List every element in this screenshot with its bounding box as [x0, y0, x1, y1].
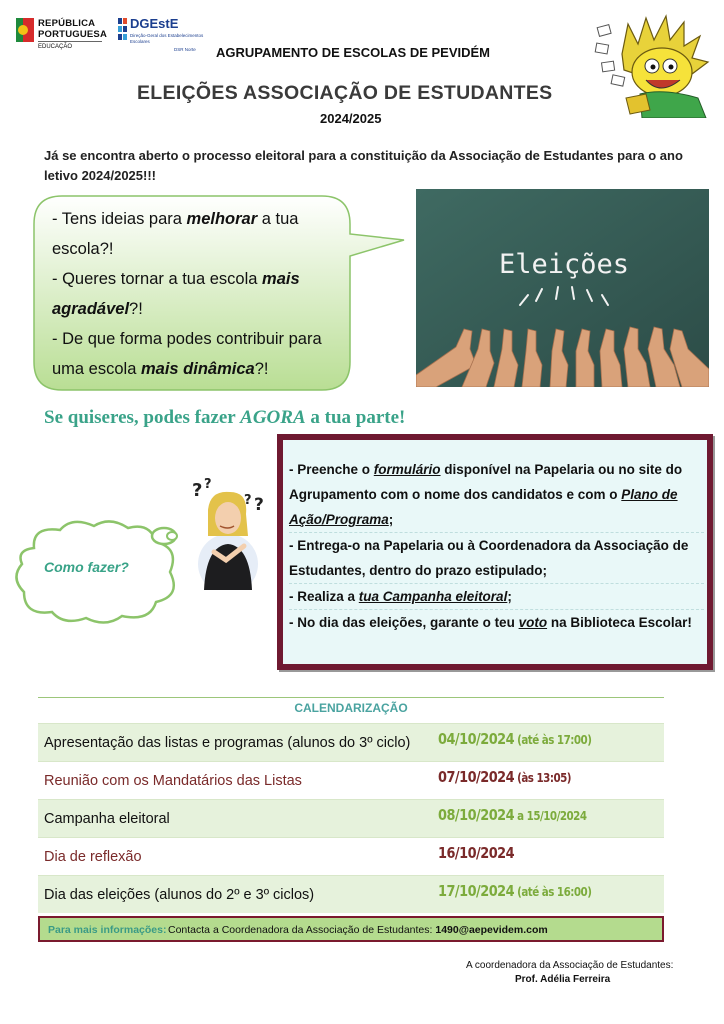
step-3: - Realiza a tua Campanha eleitoral;: [289, 584, 704, 610]
calendar-date: 16/10/2024: [438, 844, 515, 862]
speech-question-3: - De que forma podes contribuir para uma escola mais dinâmica?!: [52, 330, 322, 378]
dgeste-logo: [118, 16, 202, 52]
speech-question-2: - Queres tornar a tua escola mais agradável?!: [52, 270, 300, 318]
calendar-event: Dia das eleições (alunos do 2º e 3º ciclos): [44, 887, 315, 903]
svg-text:?: ?: [204, 477, 212, 492]
speech-bubble: [32, 194, 412, 394]
step-4: - No dia das eleições, garante o teu voto na Biblioteca Escolar!: [289, 615, 692, 630]
rp-logo-line1: REPÚBLICA: [38, 18, 96, 29]
calendar-event: Apresentação das listas e programas (alunos do 3º ciclo): [44, 735, 411, 751]
calendar-event: Campanha eleitoral: [44, 811, 170, 827]
info-label: Para mais informações:: [48, 924, 167, 936]
steps-box: [277, 434, 713, 670]
svg-text:?: ?: [254, 495, 264, 515]
info-text: Contacta a Coordenadora da Associação de Estudantes: 1490@aepevidem.com: [168, 924, 548, 936]
calendar-row: [38, 875, 664, 913]
call-to-action: Se quiseres, podes fazer AGORA a tua parte!: [44, 407, 406, 428]
chalkboard-photo: [416, 189, 709, 387]
signature-name: Prof. Adélia Ferreira: [515, 974, 611, 985]
calendar-divider: [38, 697, 664, 698]
how-to-label: Como fazer?: [44, 559, 129, 575]
signature-role: A coordenadora da Associação de Estudantes:: [466, 960, 674, 971]
calendar-date: 07/10/2024 (às 13:05): [438, 768, 571, 786]
republica-portuguesa-logo: [16, 16, 108, 52]
dgeste-logo-subtitle: Direção-Geral dos Estabelecimentos Escolares: [130, 33, 204, 44]
form-link[interactable]: formulário: [373, 462, 441, 477]
calendar-table: [38, 723, 664, 913]
step-2: - Entrega-o na Papelaria ou à Coordenadora da Associação de Estudantes, dentro do prazo estipulado;: [289, 533, 704, 584]
dgeste-mark-icon: [118, 16, 128, 48]
school-year: 2024/2025: [320, 111, 382, 126]
calendar-date: 08/10/2024 a 15/10/2024: [438, 806, 587, 824]
calendar-row: [38, 761, 664, 799]
calendar-row: [38, 723, 664, 761]
school-name: AGRUPAMENTO DE ESCOLAS DE PEVIDÉM: [216, 45, 490, 60]
contact-email[interactable]: 1490@aepevidem.com: [435, 924, 548, 936]
mascot-illustration: [594, 14, 714, 118]
speech-question-1: - Tens ideias para melhorar a tua escola?!: [52, 210, 299, 258]
svg-text:?: ?: [244, 493, 252, 508]
calendar-row: [38, 837, 664, 875]
rp-logo-line3: EDUCAÇÃO: [38, 41, 102, 51]
thinking-girl-illustration: [186, 474, 270, 590]
how-to-cloud: [10, 518, 182, 624]
calendar-event: Dia de reflexão: [44, 849, 142, 865]
svg-text:?: ?: [192, 480, 203, 501]
calendar-date: 04/10/2024 (até às 17:00): [438, 730, 592, 748]
calendar-event: Reunião com os Mandatários das Listas: [44, 773, 302, 789]
calendar-title: CALENDARIZAÇÃO: [294, 701, 408, 715]
chalk-word: Eleições: [498, 249, 630, 280]
step-1: - Preenche o formulário disponível na Papelaria ou no site do Agrupamento com o nome dos candidatos e com o Plano de Ação/Programa;: [289, 457, 704, 533]
dgeste-logo-name: DGEstE: [130, 16, 179, 31]
portugal-emblem-icon: [16, 18, 34, 42]
intro-text: Já se encontra aberto o processo eleitoral para a constituição da Associação de Estudantes para o ano letivo 2024/2025!!!: [44, 148, 683, 183]
dgeste-logo-region: DSR Norte: [174, 47, 196, 52]
info-bar: [38, 916, 664, 942]
page-title: ELEIÇÕES ASSOCIAÇÃO DE ESTUDANTES: [137, 82, 553, 104]
calendar-date: 17/10/2024 (até às 16:00): [438, 882, 592, 900]
rp-logo-line2: PORTUGUESA: [38, 29, 108, 40]
calendar-row: [38, 799, 664, 837]
